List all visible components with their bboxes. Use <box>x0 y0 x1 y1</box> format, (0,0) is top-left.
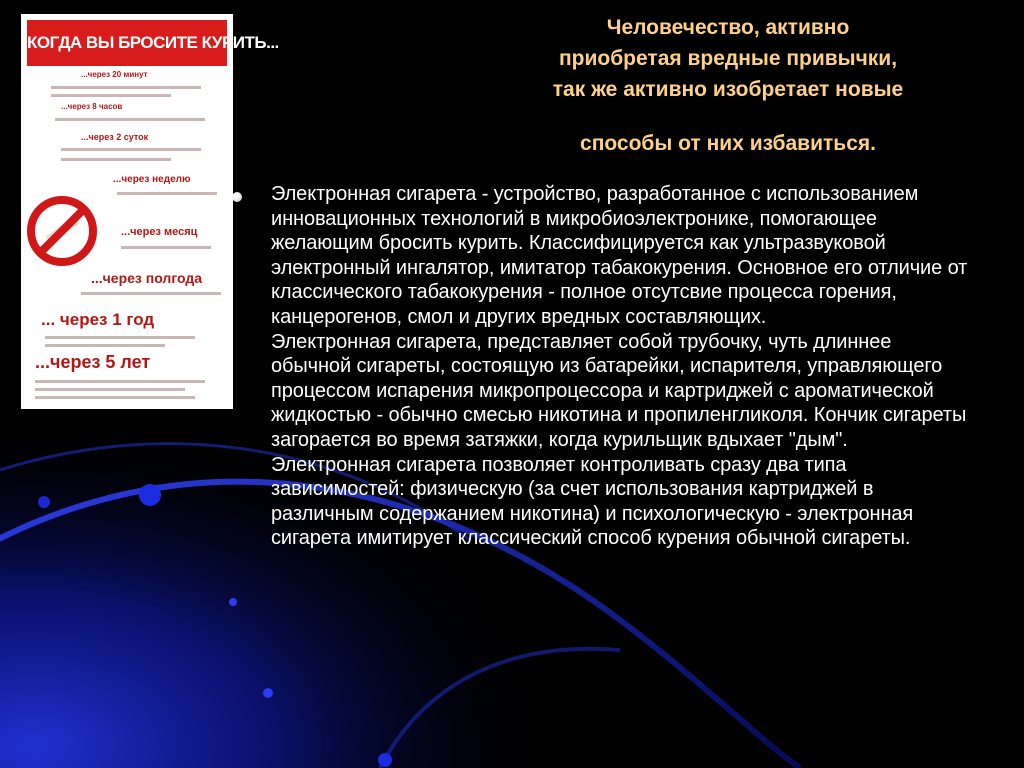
poster-step: ...через 2 суток <box>81 132 149 142</box>
poster-step: ... через 1 год <box>41 310 155 329</box>
poster-step: ...через неделю <box>113 174 191 185</box>
poster-step: ...через 20 минут <box>81 70 148 79</box>
title-line: способы от них избавиться. <box>580 132 876 155</box>
title-line: приобретая вредные привычки, <box>558 47 898 70</box>
poster-note-line <box>61 158 171 161</box>
body-text <box>271 182 971 551</box>
body-paragraph: Электронная сигарета - устройство, разработанное с использованием инновационных технологий в микробиоэлектронике, помогающее желающим бросить курить. Классифицируется как ультразвуковой электронный ингалятор, имитатор табакокурения. Основное его отличие от классического табакокурения - полное отсутсвие процесса горения, канцерогенов, смол и других вредных составляющих. <box>271 183 968 328</box>
poster-note-line <box>35 380 205 383</box>
poster-step: ...через 8 часов <box>61 102 123 111</box>
poster-step: ...через 5 лет <box>35 352 151 372</box>
blue-dot <box>378 753 392 767</box>
poster-note-line <box>35 396 195 399</box>
blue-dot <box>38 496 50 508</box>
poster-note-line <box>55 118 205 121</box>
title-line: Человечество, активно <box>606 16 850 39</box>
poster-note-line <box>35 388 185 391</box>
poster-note-line <box>51 94 171 97</box>
poster-note-line <box>117 192 217 195</box>
no-smoking-icon <box>23 192 101 270</box>
poster-note-line <box>61 148 201 151</box>
anti-smoking-poster <box>21 14 279 409</box>
poster-note-line <box>121 246 211 249</box>
blue-dot <box>229 598 237 606</box>
poster-note-line <box>45 344 165 347</box>
poster-heading: КОГДА ВЫ БРОСИТЕ КУРИТЬ... <box>27 20 227 66</box>
blue-dot <box>139 484 161 506</box>
bullet-icon <box>232 192 242 202</box>
poster-note-line <box>45 336 195 339</box>
poster-step: ...через полгода <box>91 270 203 286</box>
poster-note-line <box>51 86 201 89</box>
title-line: так же активно изобретает новые <box>552 78 904 101</box>
body-paragraph: Электронная сигарета, представляет собой трубочку, чуть длиннее обычной сигареты, состоящую из батарейки, испарителя, управляющего процессом испарения микропроцессора и картриджей с ароматической жидкостью - обычно смесью никотина и пропиленгликоля. Кончик сигареты загорается во время затяжки, когда курильщик вдыхает "дым". <box>271 330 967 451</box>
blue-dot <box>263 688 273 698</box>
poster-note-line <box>81 292 221 295</box>
body-paragraph: Электронная сигарета позволяет контроливать сразу два типа зависимостей: физическую (за счет использования картриджей в различным содержанием никотина) и психологическую - электронная сигарета имитирует классический способ курения обычной сигареты. <box>271 453 914 550</box>
poster-step: ...через месяц <box>121 226 198 238</box>
slide-title <box>448 12 1008 159</box>
